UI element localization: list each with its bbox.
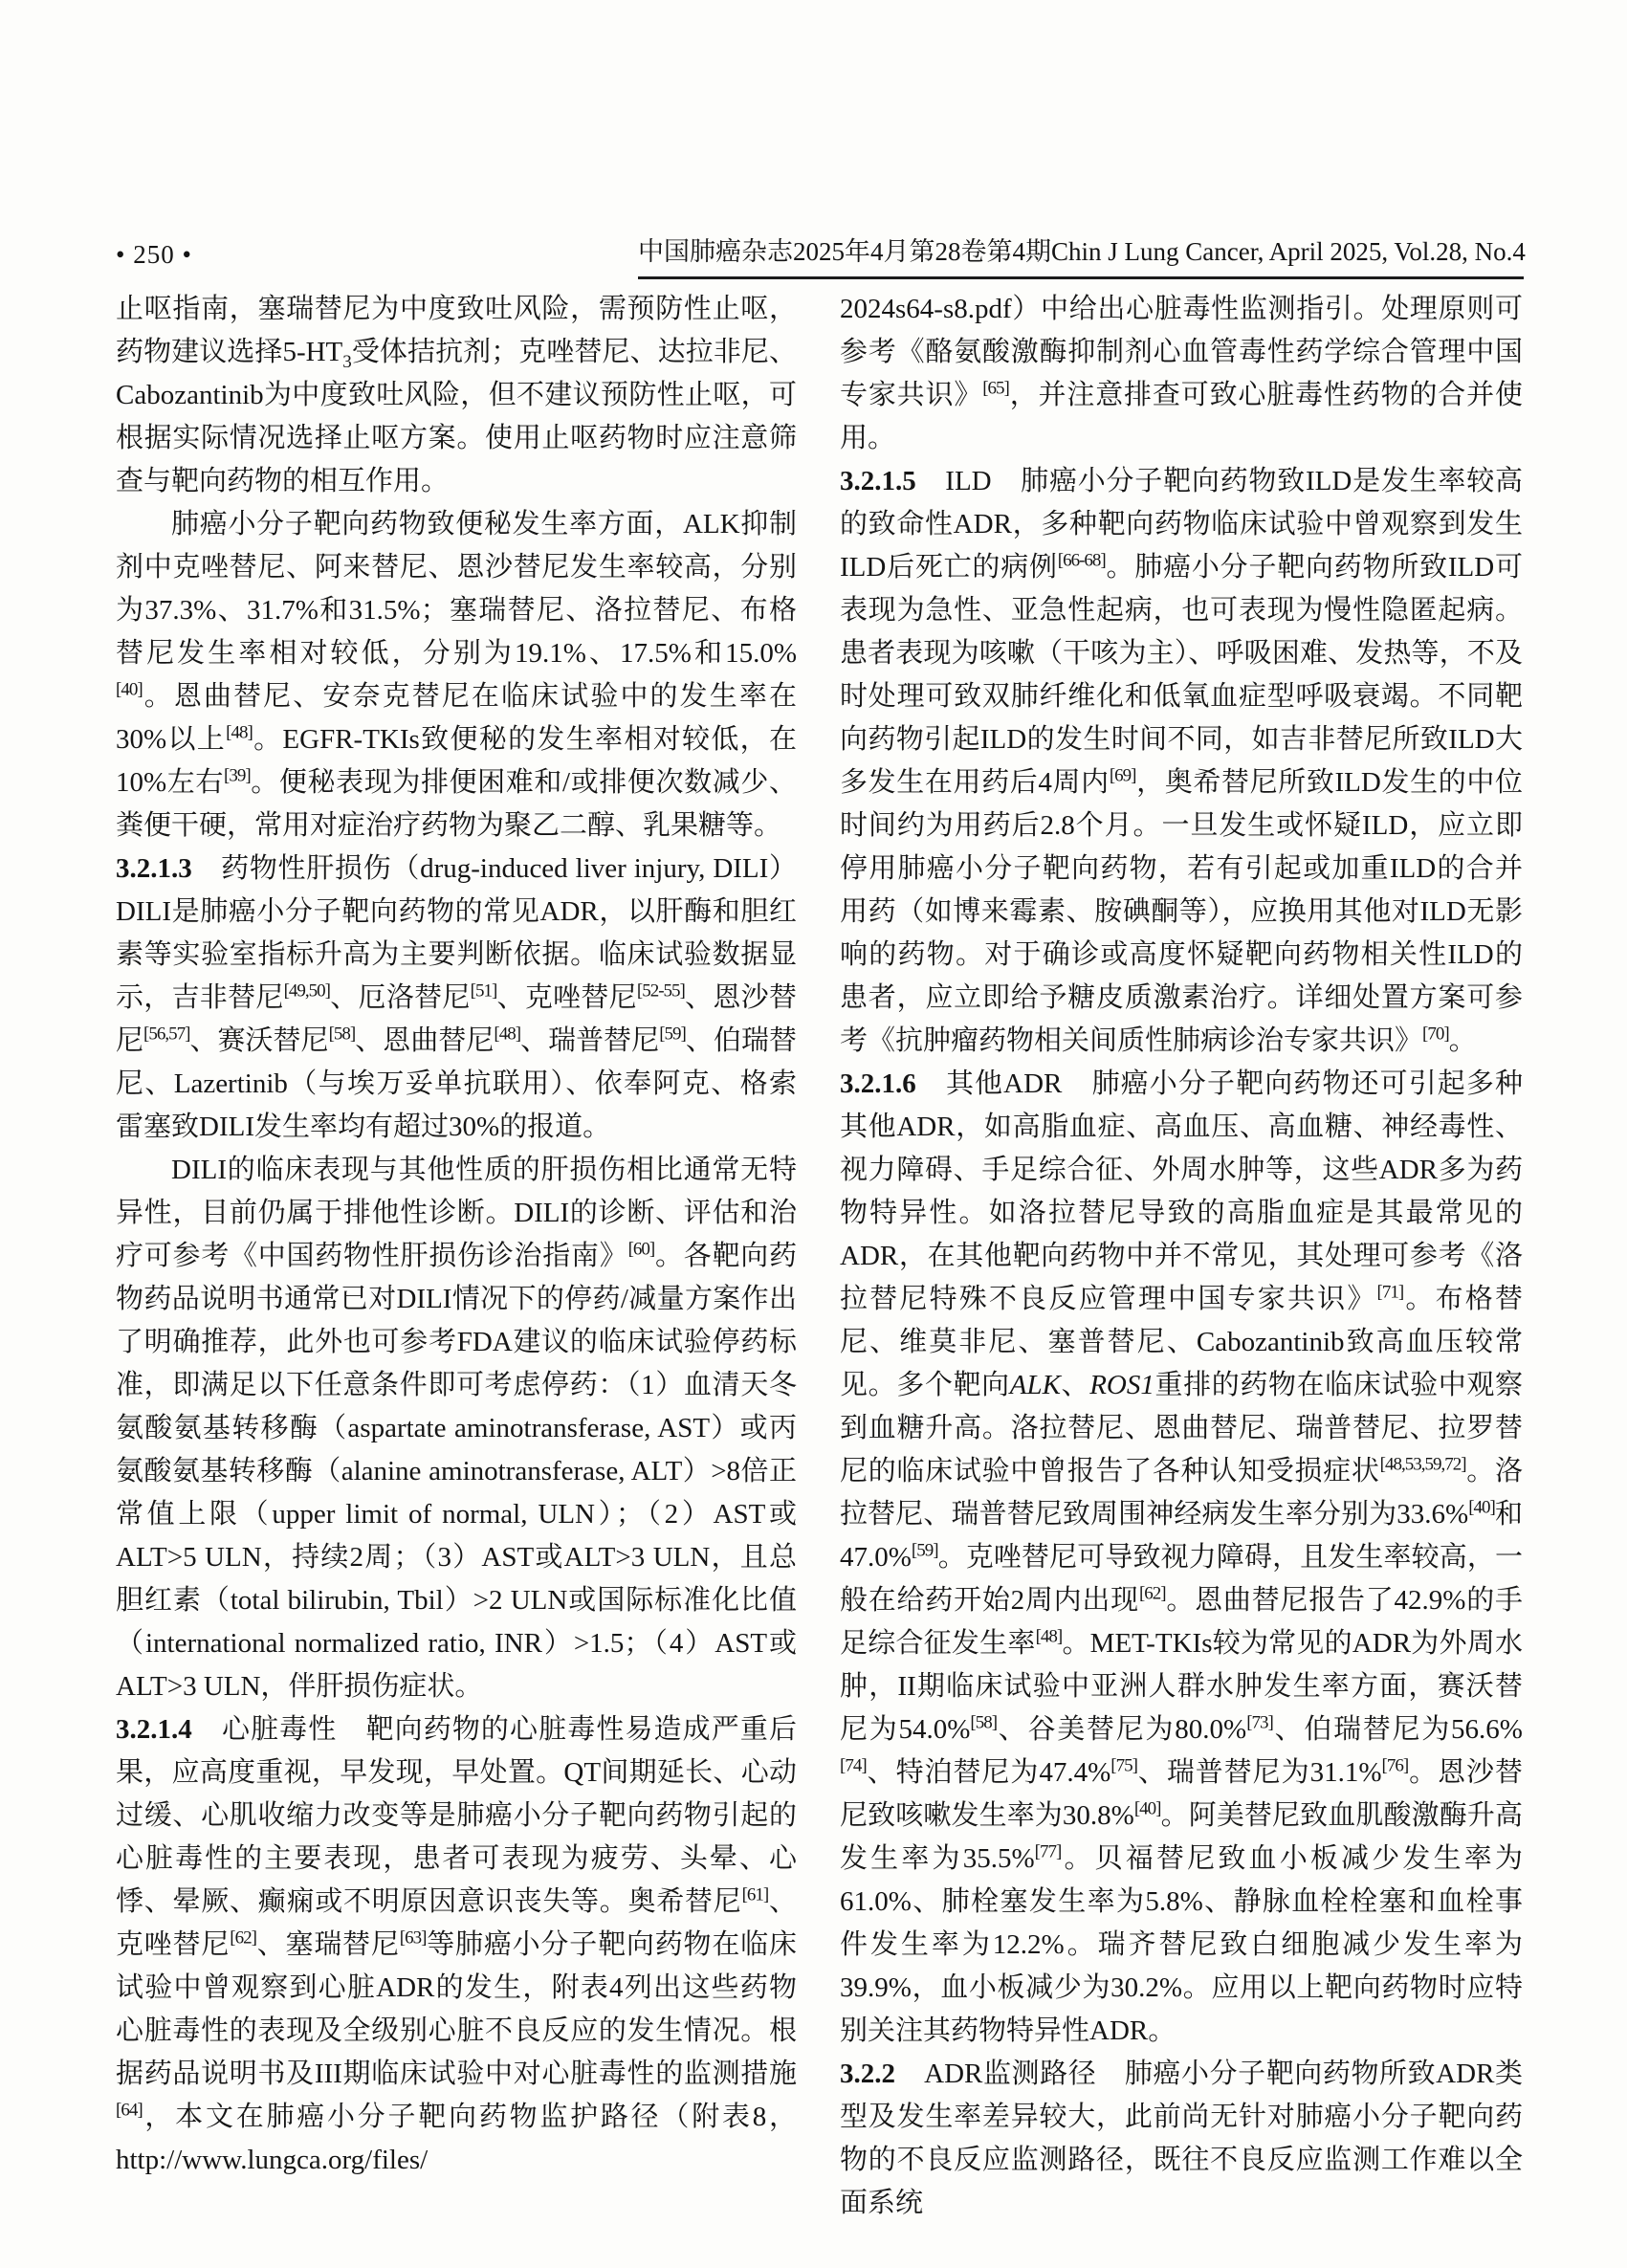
text-run: 。布格替尼、维莫非尼、塞普替尼、Cabozantinib致高血压较常见。多个靶向 xyxy=(840,1284,1523,1400)
page-number: • 250 • xyxy=(116,240,192,269)
paragraph xyxy=(840,2053,1523,2225)
text-run: 。恩沙替尼致咳嗽发生率为30.8% xyxy=(840,1757,1523,1831)
paragraph xyxy=(840,288,1523,460)
gene-symbol: ROS1 xyxy=(1089,1370,1154,1400)
reference-superscript: [58] xyxy=(970,1712,998,1733)
text-run: 。EGFR-TKIs致便秘的发生率相对较低，在10%左右 xyxy=(116,724,797,798)
text-run: 和47.0% xyxy=(840,1499,1523,1573)
reference-superscript: [40] xyxy=(1468,1497,1495,1518)
reference-superscript: [52-55] xyxy=(636,980,685,1002)
reference-superscript: [73] xyxy=(1246,1712,1273,1733)
subscript: 3 xyxy=(342,351,352,372)
reference-superscript: [51] xyxy=(470,980,497,1002)
text-run: 。恩曲替尼报告了42.9%的手足综合征发生率 xyxy=(840,1585,1523,1659)
text-run: 。便秘表现为排便困难和/或排便次数减少、粪便干硬，常用对症治疗药物为聚乙二醇、乳果糖等。 xyxy=(116,767,797,841)
reference-superscript: [64] xyxy=(116,2100,143,2121)
reference-superscript: [39] xyxy=(224,765,251,786)
reference-superscript: [40] xyxy=(1133,1798,1161,1819)
section-number: 3.2.1.6 xyxy=(840,1068,916,1099)
text-run: ，奥希替尼所致ILD发生的中位时间约为用药后2.8个月。一旦发生或怀疑ILD，应立即停用肺癌小分子靶向药物，若有引起或加重ILD的合并用药（如博来霉素、胺碘酮等），应换用其他对ILD无影响的药物。对于确诊或高度怀疑靶向药物相关性ILD的患者，应立即给予糖皮质激素治疗。详细处置方案可参考《抗肿瘤药物相关间质性肺病诊治专家共识》 xyxy=(840,767,1523,1056)
text-run: 。克唑替尼可导致视力障碍，且发生率较高，一般在给药开始2周内出现 xyxy=(840,1542,1523,1616)
text-run: 心脏毒性 靶向药物的心脏毒性易造成严重后果，应高度重视，早发现，早处置。QT间期延长、心动过缓、心肌收缩力改变等是肺癌小分子靶向药物引起的心脏毒性的主要表现，患者可表现为疲劳、头晕、心悸、晕厥、癫痫或不明原因意识丧失等。奥希替尼 xyxy=(116,1714,797,1917)
paragraph xyxy=(840,1063,1523,2053)
text-run: 。各靶向药物药品说明书通常已对DILI情况下的停药/减量方案作出了明确推荐，此外也可参考FDA建议的临床试验停药标准，即满足以下任意条件即可考虑停药：（1）血清天冬氨酸氨基转移酶（aspartate aminotransferase, AST）或丙氨酸氨基转移酶（alanine aminotransferase, ALT）>8倍正常值上限（upper limit of normal, ULN）；（2）AST或ALT>5 ULN，持续2周；（3）AST或ALT>3 ULN，且总胆红素（total bilirubin, Tbil）>2 ULN或国际标准化比值（international normalized ratio, INR）>1.5；（4）AST或ALT>3 ULN，伴肝损伤症状。 xyxy=(116,1241,797,1702)
right-column xyxy=(840,288,1523,2225)
text-run: 、厄洛替尼 xyxy=(330,982,471,1013)
reference-superscript: [71] xyxy=(1376,1282,1404,1303)
reference-superscript: [48] xyxy=(226,722,253,743)
section-number: 3.2.1.4 xyxy=(116,1714,192,1745)
journal-title-block xyxy=(638,235,1524,279)
text-run: 、克唑替尼 xyxy=(116,1886,797,1960)
text-run: 、伯瑞替尼为56.6% xyxy=(1272,1714,1523,1745)
text-run: 受体拮抗剂；克唑替尼、达拉非尼、Cabozantinib为中度致吐风险，但不建议预防性止呕，可根据实际情况选择止呕方案。使用止呕药物时应注意筛查与靶向药物的相互作用。 xyxy=(116,337,797,496)
reference-superscript: [65] xyxy=(982,378,1009,399)
text-run: 、恩沙替尼 xyxy=(116,982,797,1056)
reference-superscript: [56,57] xyxy=(143,1024,190,1045)
text-run: 等肺癌小分子靶向药物在临床试验中曾观察到心脏ADR的发生，附表4列出这些药物心脏毒性的表现及全级别心脏不良反应的发生情况。根据药品说明书及III期临床试验中对心脏毒性的监测措施 xyxy=(116,1929,797,2089)
text-run: 。阿美替尼致血肌酸激酶升高发生率为35.5% xyxy=(840,1800,1523,1874)
text-run: 、克唑替尼 xyxy=(496,982,637,1013)
text-run: 。洛拉替尼、瑞普替尼致周围神经病发生率分别为33.6% xyxy=(840,1456,1523,1530)
paragraph xyxy=(840,460,1523,1063)
text-run: 药物性肝损伤（drug-induced liver injury, DILI）DILI是肺癌小分子靶向药物的常见ADR，以肝酶和胆红素等实验室指标升高为主要判断依据。临床试验数据显示，吉非替尼 xyxy=(116,853,797,1013)
text-run: 。 xyxy=(1448,1025,1477,1056)
text-run: 重排的药物在临床试验中观察到血糖升高。洛拉替尼、恩曲替尼、瑞普替尼、拉罗替尼的临床试验中曾报告了各种认知受损症状 xyxy=(840,1370,1523,1486)
reference-superscript: [48] xyxy=(1035,1626,1063,1647)
text-run: ，并注意排查可致心脏毒性药物的合并使用。 xyxy=(840,380,1523,453)
text-run: 、瑞普替尼为31.1% xyxy=(1136,1757,1382,1788)
reference-superscript: [77] xyxy=(1034,1841,1062,1862)
reference-superscript: [59] xyxy=(911,1540,938,1561)
reference-superscript: [74] xyxy=(840,1755,867,1776)
reference-superscript: [60] xyxy=(627,1239,655,1260)
text-run: 、 xyxy=(1060,1370,1090,1400)
text-run: 其他ADR 肺癌小分子靶向药物还可引起多种其他ADR，如高脂血症、高血压、高血糖、神经毒性、视力障碍、手足综合征、外周水肿等，这些ADR多为药物特异性。如洛拉替尼导致的高脂血症是其最常见的ADR，在其他靶向药物中并不常见，其处理可参考《洛拉替尼特殊不良反应管理中国专家共识》 xyxy=(840,1068,1523,1314)
reference-superscript: [62] xyxy=(1138,1583,1166,1604)
reference-superscript: [61] xyxy=(741,1884,769,1905)
text-run: 2024s64-s8.pdf）中给出心脏毒性监测指引。处理原则可参考《酪氨酸激酶抑制剂心血管毒性药学综合管理中国专家共识》 xyxy=(840,294,1523,410)
text-run: 。贝福替尼致血小板减少发生率为61.0%、肺栓塞发生率为5.8%、静脉血栓栓塞和血栓事件发生率为12.2%。瑞齐替尼致白细胞减少发生率为39.9%，血小板减少为30.2%。应用以上靶向药物时应特别关注其药物特异性ADR。 xyxy=(840,1843,1523,2046)
page-header xyxy=(116,235,1524,279)
reference-superscript: [40] xyxy=(116,679,143,700)
section-number: 3.2.1.5 xyxy=(840,466,916,496)
section-number: 3.2.2 xyxy=(840,2059,895,2089)
text-run: 、谷美替尼为80.0% xyxy=(997,1714,1247,1745)
reference-superscript: [66-68] xyxy=(1057,550,1106,571)
reference-superscript: [63] xyxy=(399,1927,427,1949)
reference-superscript: [59] xyxy=(659,1024,686,1045)
left-column xyxy=(116,288,797,2182)
section-number: 3.2.1.3 xyxy=(116,853,192,884)
text-run: 肺癌小分子靶向药物致便秘发生率方面，ALK抑制剂中克唑替尼、阿来替尼、恩沙替尼发生率较高，分别为37.3%、31.7%和31.5%；塞瑞替尼、洛拉替尼、布格替尼发生率相对较低，分别为19.1%、17.5%和15.0% xyxy=(116,509,797,669)
text-run: DILI的临床表现与其他性质的肝损伤相比通常无特异性，目前仍属于排他性诊断。DILI的诊断、评估和治疗可参考《中国药物性肝损伤诊治指南》 xyxy=(116,1155,797,1271)
paragraph xyxy=(116,1708,797,2182)
reference-superscript: [76] xyxy=(1381,1755,1409,1776)
journal-title-en: Chin J Lung Cancer, April 2025, Vol.28, No.4 xyxy=(1051,237,1526,266)
reference-superscript: [70] xyxy=(1422,1024,1449,1045)
text-run: 、塞瑞替尼 xyxy=(255,1929,400,1960)
text-run: 、瑞普替尼 xyxy=(520,1025,660,1056)
text-run: 、伯瑞替尼、Lazertinib（与埃万妥单抗联用）、依奉阿克、格索雷塞致DILI发生率均有超过30%的报道。 xyxy=(116,1025,797,1142)
text-run: 。肺癌小分子靶向药物所致ILD可表现为急性、亚急性起病，也可表现为慢性隐匿起病。患者表现为咳嗽（干咳为主）、呼吸困难、发热等，不及时处理可致双肺纤维化和低氧血症型呼吸衰竭。不同靶向药物引起ILD的发生时间不同，如吉非替尼所致ILD大多发生在用药后4周内 xyxy=(840,552,1523,798)
text-run: 止呕指南，塞瑞替尼为中度致吐风险，需预防性止呕，药物建议选择5-HT xyxy=(116,294,797,367)
text-run: 、恩曲替尼 xyxy=(355,1025,495,1056)
reference-superscript: [75] xyxy=(1110,1755,1137,1776)
gene-symbol: ALK xyxy=(1009,1370,1061,1400)
paragraph xyxy=(116,503,797,848)
text-run: 。恩曲替尼、安奈克替尼在临床试验中的发生率在30%以上 xyxy=(116,681,797,755)
reference-superscript: [48] xyxy=(494,1024,521,1045)
reference-superscript: [49,50] xyxy=(283,980,331,1002)
text-run: 、特泊替尼为47.4% xyxy=(866,1757,1111,1788)
reference-superscript: [69] xyxy=(1109,765,1136,786)
text-run: 、赛沃替尼 xyxy=(189,1025,329,1056)
paragraph xyxy=(116,288,797,503)
text-run: ，本文在肺癌小分子靶向药物监护路径（附表8，http://www.lungca.org/files/ xyxy=(116,2102,797,2175)
text-run: ADR监测路径 肺癌小分子靶向药物所致ADR类型及发生率差异较大，此前尚无针对肺癌小分子靶向药物的不良反应监测路径，既往不良反应监测工作难以全面系统 xyxy=(840,2059,1523,2218)
paragraph xyxy=(116,1149,797,1708)
text-run: 。MET-TKIs较为常见的ADR为外周水肿，II期临床试验中亚洲人群水肿发生率方面，赛沃替尼为54.0% xyxy=(840,1628,1523,1745)
paragraph xyxy=(116,848,797,1149)
reference-superscript: [48,53,59,72] xyxy=(1379,1454,1466,1475)
reference-superscript: [62] xyxy=(230,1927,256,1949)
text-run: ILD 肺癌小分子靶向药物致ILD是发生率较高的致命性ADR，多种靶向药物临床试验中曾观察到发生ILD后死亡的病例 xyxy=(840,466,1523,583)
journal-title-cn: 中国肺癌杂志2025年4月第28卷第4期 xyxy=(638,237,1051,266)
reference-superscript: [58] xyxy=(328,1024,356,1045)
